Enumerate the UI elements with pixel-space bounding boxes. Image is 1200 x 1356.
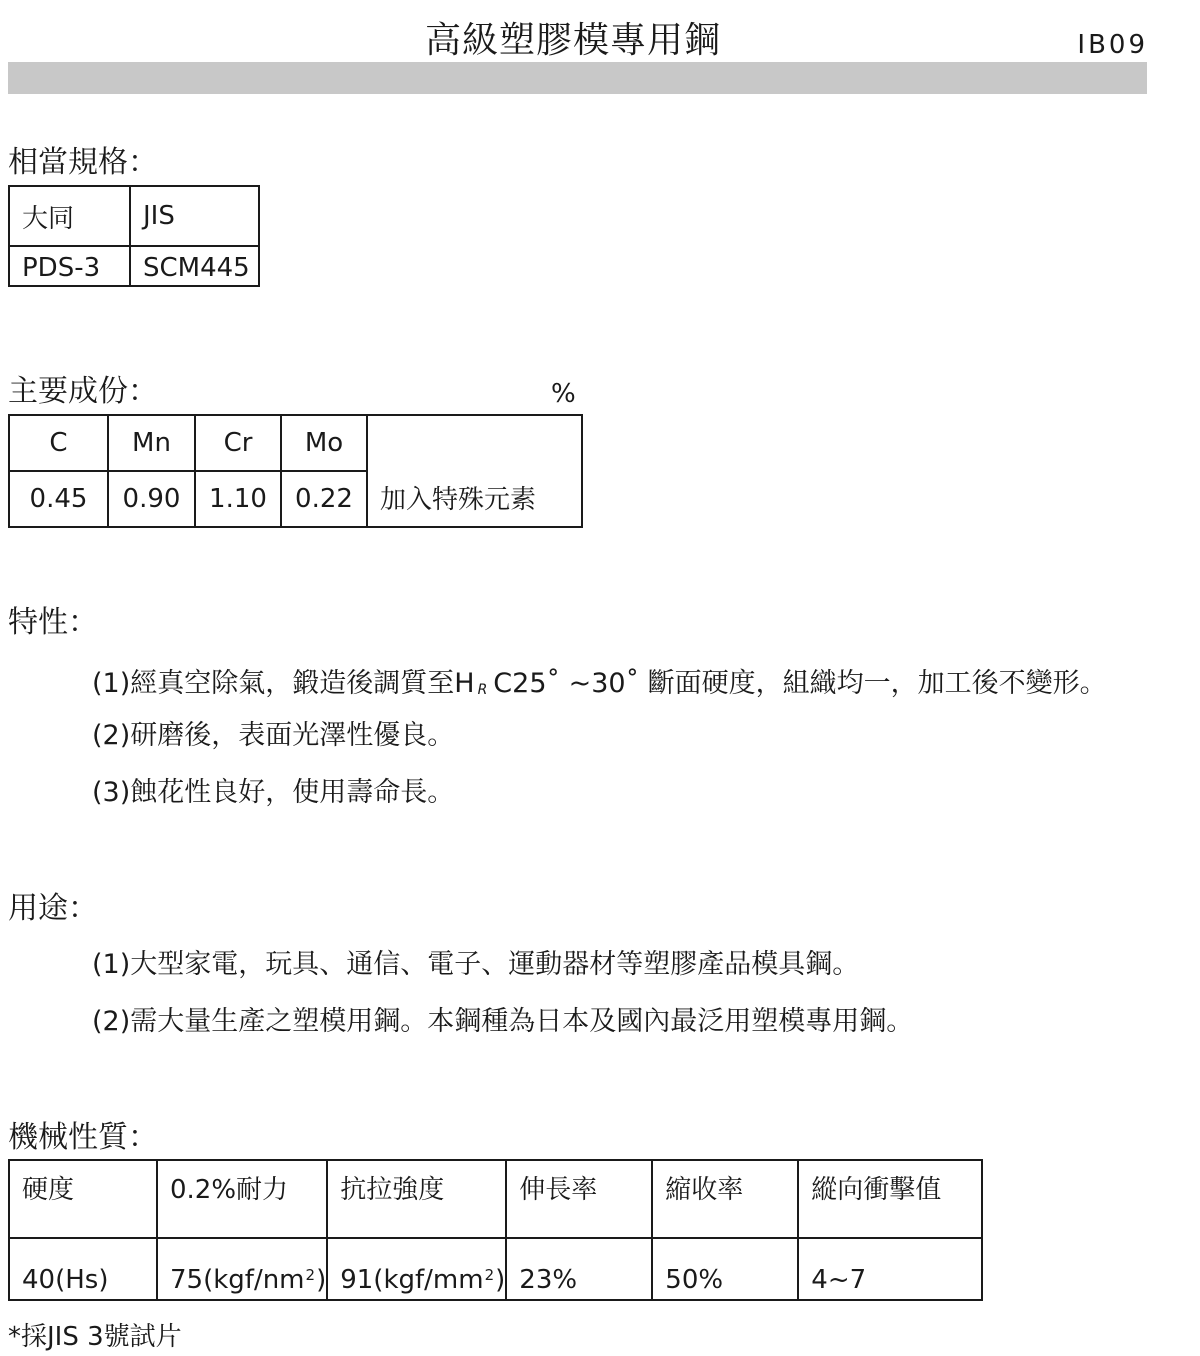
value-cell-elongation: 23% (506, 1238, 652, 1300)
use-item-2: (2)需大量生產之塑模用鋼。本鋼種為日本及國內最泛用塑模專用鋼。 (92, 1006, 914, 1037)
equivalents-table (8, 185, 260, 287)
header-cell-mo: Mo (281, 415, 367, 471)
value-cell-mo: 0.22 (281, 471, 367, 527)
document-title: 高級塑膠模專用鋼 (424, 20, 721, 61)
table-header-row (9, 415, 582, 471)
table-row (9, 1238, 982, 1300)
properties-heading: 特性： (8, 605, 98, 640)
tensile-exponent: 2 (484, 1266, 495, 1284)
composition-heading: 主要成份： (8, 374, 158, 409)
uses-heading: 用途： (8, 891, 98, 926)
value-cell-c: 0.45 (9, 471, 108, 527)
table-header-row (9, 186, 259, 246)
header-cell-jis: JIS (130, 186, 259, 246)
header-cell-reduction: 縮收率 (652, 1160, 798, 1238)
table-header-row (9, 1160, 982, 1238)
document-code: IB09 (1077, 30, 1148, 60)
header-cell-cr: Cr (195, 415, 281, 471)
header-cell-elongation: 伸長率 (506, 1160, 652, 1238)
header-cell-daido: 大同 (9, 186, 130, 246)
header-cell-impact: 縱向衝擊值 (798, 1160, 982, 1238)
composition-table (8, 414, 583, 528)
mechanical-table (8, 1159, 983, 1301)
property-item-3: (3)蝕花性良好，使用壽命長。 (92, 777, 455, 808)
hardness-scale-subscript: R (477, 682, 488, 698)
value-cell-hardness: 40(Hs) (9, 1238, 157, 1300)
value-cell-reduction: 50% (652, 1238, 798, 1300)
header-cell-mn: Mn (108, 415, 195, 471)
property-item-1-prefix: (1)經真空除氣，鍛造後調質至H (92, 668, 475, 699)
table-row (9, 246, 259, 286)
yield-close: ) (316, 1265, 327, 1295)
header-cell-yield: 0.2%耐力 (157, 1160, 327, 1238)
tensile-value: 91(kgf/mm (340, 1265, 484, 1295)
special-elements-note: 加入特殊元素 (367, 415, 582, 527)
value-cell-mn: 0.90 (108, 471, 195, 527)
header-cell-tensile: 抗拉強度 (327, 1160, 506, 1238)
property-item-2: (2)研磨後，表面光澤性優良。 (92, 720, 455, 751)
property-item-1 (92, 666, 1107, 708)
equivalents-heading: 相當規格： (8, 145, 158, 180)
value-cell-jis: SCM445 (130, 246, 259, 286)
value-cell-impact: 4~7 (798, 1238, 982, 1300)
composition-unit: % (551, 379, 576, 409)
yield-value: 75(kgf/nm (170, 1265, 305, 1295)
value-cell-yield (157, 1238, 327, 1300)
header-cell-hardness: 硬度 (9, 1160, 157, 1238)
value-cell-tensile (327, 1238, 506, 1300)
tensile-close: ) (495, 1265, 506, 1295)
property-item-1-suffix: C25˚ ~30˚ 斷面硬度，組織均一，加工後不變形。 (493, 668, 1107, 699)
value-cell-daido: PDS-3 (9, 246, 130, 286)
footnote: *採JIS 3號試片 (8, 1322, 182, 1352)
title-divider-bar (8, 62, 1147, 94)
header-cell-c: C (9, 415, 108, 471)
yield-exponent: 2 (305, 1266, 316, 1284)
mechanical-heading: 機械性質： (8, 1120, 158, 1155)
use-item-1: (1)大型家電，玩具、通信、電子、運動器材等塑膠產品模具鋼。 (92, 949, 860, 980)
value-cell-cr: 1.10 (195, 471, 281, 527)
